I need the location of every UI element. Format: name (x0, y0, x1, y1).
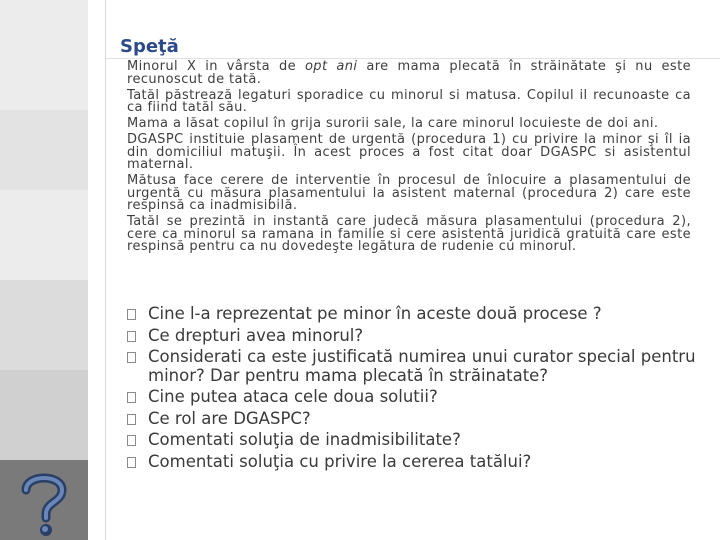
case-paragraph: Mătusa face cerere de interventie în procesul de înlocuire a plasamentului de urgentă cu măsura plasamentului la asistent maternal (procedura 2) care este respinsă ca inadmisibilă. (127, 173, 691, 213)
checkbox-bullet-icon (127, 309, 136, 320)
question-text: Comentati soluţia cu privire la cererea tatălui? (148, 451, 532, 471)
case-paragraph: Mama a lăsat copilul în grija surorii sale, la care minorul locuieste de doi ani. (127, 116, 659, 131)
question-text: Cine putea ataca cele doua solutii? (148, 387, 438, 406)
sidebar-stripe (0, 370, 88, 460)
question-item (127, 348, 697, 385)
question-item (127, 453, 697, 472)
question-item (127, 327, 697, 346)
question-text: Ce drepturi avea minorul? (148, 325, 364, 345)
question-mark-icon (14, 468, 74, 538)
question-text: Cine l-a reprezentat pe minor în aceste două procese ? (148, 304, 602, 323)
vertical-divider (105, 0, 106, 540)
checkbox-bullet-icon (127, 457, 136, 468)
question-item (127, 305, 697, 324)
sidebar-stripe (0, 0, 88, 110)
sidebar-stripe (0, 190, 88, 280)
question-item (127, 410, 697, 429)
case-paragraph: Minorul X in vârsta de opt ani are mama plecată în străinătate şi nu este recunoscut de tată. (127, 59, 691, 87)
checkbox-bullet-icon (127, 352, 136, 363)
checkbox-bullet-icon (127, 414, 136, 425)
question-text: Considerati ca este justificată numirea unui curator special pentru minor? Dar pentru mama plecată în străinatate? (148, 347, 696, 385)
checkbox-bullet-icon (127, 331, 136, 342)
question-text: Ce rol are DGASPC? (148, 408, 311, 428)
left-decorative-bar (0, 0, 88, 540)
case-description (127, 61, 691, 257)
page-title: Speţă (120, 36, 179, 57)
question-item (127, 431, 697, 450)
checkbox-bullet-icon (127, 392, 136, 403)
case-paragraph: Tatăl păstrează legaturi sporadice cu minorul si matusa. Copilul il recunoaste ca ca fiind tatăl său. (127, 87, 691, 115)
question-text: Comentati soluţia de inadmisibilitate? (148, 430, 461, 449)
help-box (0, 460, 88, 540)
sidebar-stripe (0, 110, 88, 190)
case-paragraph: DGASPC instituie plasament de urgentă (procedura 1) cu privire la minor şi îl ia din domiciliul matuşii. În acest proces a fost citat doar DGASPC si asistentul maternal. (127, 132, 691, 172)
questions-list (127, 305, 697, 474)
question-item (127, 388, 697, 407)
checkbox-bullet-icon (127, 435, 136, 446)
sidebar-stripe (0, 280, 88, 370)
case-paragraph: Tatăl se prezintă in instantă care judecă măsura plasamentului (procedura 2), cere ca minorul sa ramana in familie si cere asistentă juridică gratuită care este respinsă pentru ca nu dovedeşte legătura de rudenie cu minorul. (127, 214, 691, 254)
